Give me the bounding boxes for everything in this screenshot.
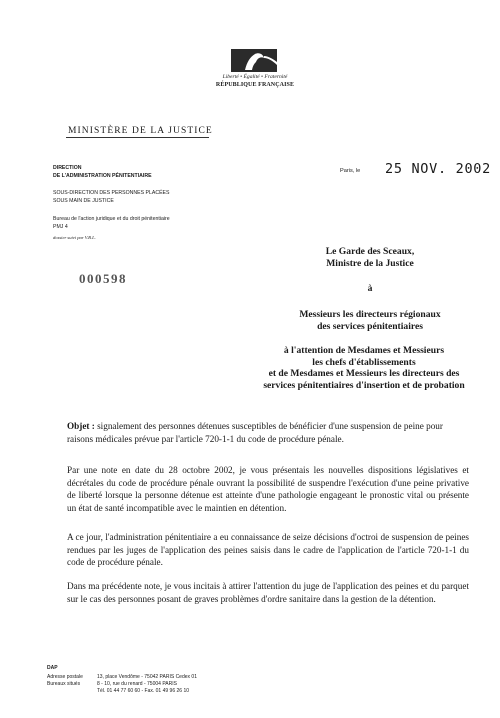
recipients-line: Messieurs les directeurs régionaux bbox=[299, 309, 441, 320]
reference-stamp-number: 000598 bbox=[79, 271, 127, 286]
paragraph-1: Par une note en date du 28 octobre 2002, je vous présentais les nouvelles dispositions législatives et décrétales du code de procédure pénale ouvrant la possibilité de suspendre l'exécution d'une peine privative de liberté lorsque la personne détenue est atteinte d'une pathologie engageant le pronostic vital ou présente un état de santé incompatible avec le maintien en détention. bbox=[67, 465, 469, 513]
phone-fax: Tél. 01 44 77 60 60 - Fax. 01 49 96 26 10 bbox=[97, 688, 190, 694]
attention-line: à l'attention de Mesdames et Messieurs bbox=[283, 345, 445, 356]
subdirection-line: SOUS MAIN DE JUSTICE bbox=[53, 198, 114, 204]
footer-org: DAP bbox=[47, 665, 58, 671]
sender-title-line: Le Garde des Sceaux, bbox=[325, 246, 415, 257]
sender-title bbox=[290, 246, 450, 269]
attention-line: et de Mesdames et Messieurs les directeurs des bbox=[268, 368, 460, 379]
marianne-logo-graphic bbox=[231, 49, 277, 72]
offices-address: 8 - 10, rue du renard - 75004 PARIS bbox=[97, 681, 177, 687]
direction-block bbox=[53, 164, 152, 180]
subject-text: signalement des personnes détenues susceptibles de bénéficier d'une suspension de peine pour raisons médicales prévue par l'article 720-1-1 du code de procédure pénale. bbox=[67, 421, 443, 444]
postal-address: 13, place Vendôme - 75042 PARIS Cedex 01 bbox=[97, 674, 197, 680]
postal-label: Adresse postale bbox=[47, 674, 83, 680]
ministry-title: MINISTÈRE DE LA JUSTICE bbox=[68, 126, 213, 136]
republic-name: RÉPUBLIQUE FRANÇAISE bbox=[215, 82, 295, 88]
letter-date-stamp: 25 NOV. 2002 bbox=[385, 161, 491, 177]
subject-label: Objet : bbox=[67, 421, 95, 431]
republic-motto: Liberté • Égalité • Fraternité bbox=[222, 74, 288, 80]
subdirection-line: SOUS-DIRECTION DES PERSONNES PLACÉES bbox=[53, 190, 170, 196]
subject bbox=[67, 420, 469, 445]
bureau-line: Bureau de l'action juridique et du droit pénitentiaire bbox=[53, 216, 170, 222]
bureau-block bbox=[53, 215, 170, 231]
paragraph-2: A ce jour, l'administration pénitentiaire a eu connaissance de seize décisions d'octroi de suspension de peines rendues par les juges de l'application des peines saisis dans le cadre de l'application de l'article 720-1-1 du code de procédure pénale. bbox=[67, 532, 469, 568]
to-word: à bbox=[367, 283, 373, 294]
ministry-underline bbox=[66, 137, 209, 138]
direction-line: DIRECTION bbox=[53, 165, 82, 171]
followed-by: dossier suivi par V.B.L. bbox=[53, 235, 96, 240]
attention-line: services pénitentiaires d'insertion et de probation bbox=[263, 379, 465, 391]
sender-title-line: Ministre de la Justice bbox=[326, 257, 414, 269]
footer-values bbox=[97, 674, 197, 695]
bureau-line: PMJ 4 bbox=[53, 224, 68, 230]
attention-line: les chefs d'établissements bbox=[312, 356, 416, 368]
offices-label: Bureaux situés bbox=[47, 681, 81, 687]
subdirection-block bbox=[53, 189, 169, 205]
recipients bbox=[270, 309, 470, 332]
paragraph-3: Dans ma précédente note, je vous incitais à attirer l'attention du juge de l'application des peines et du parquet sur le cas des personnes posant de graves problèmes d'ordre sanitaire dans la gestion de la détention. bbox=[67, 581, 469, 604]
attention-block bbox=[236, 345, 492, 391]
direction-line: DE L'ADMINISTRATION PÉNITENTIAIRE bbox=[53, 173, 152, 179]
recipients-line: des services pénitentiaires bbox=[317, 320, 423, 332]
footer-labels bbox=[47, 674, 83, 688]
date-city: Paris, le bbox=[340, 168, 361, 174]
marianne-logo bbox=[231, 49, 277, 72]
